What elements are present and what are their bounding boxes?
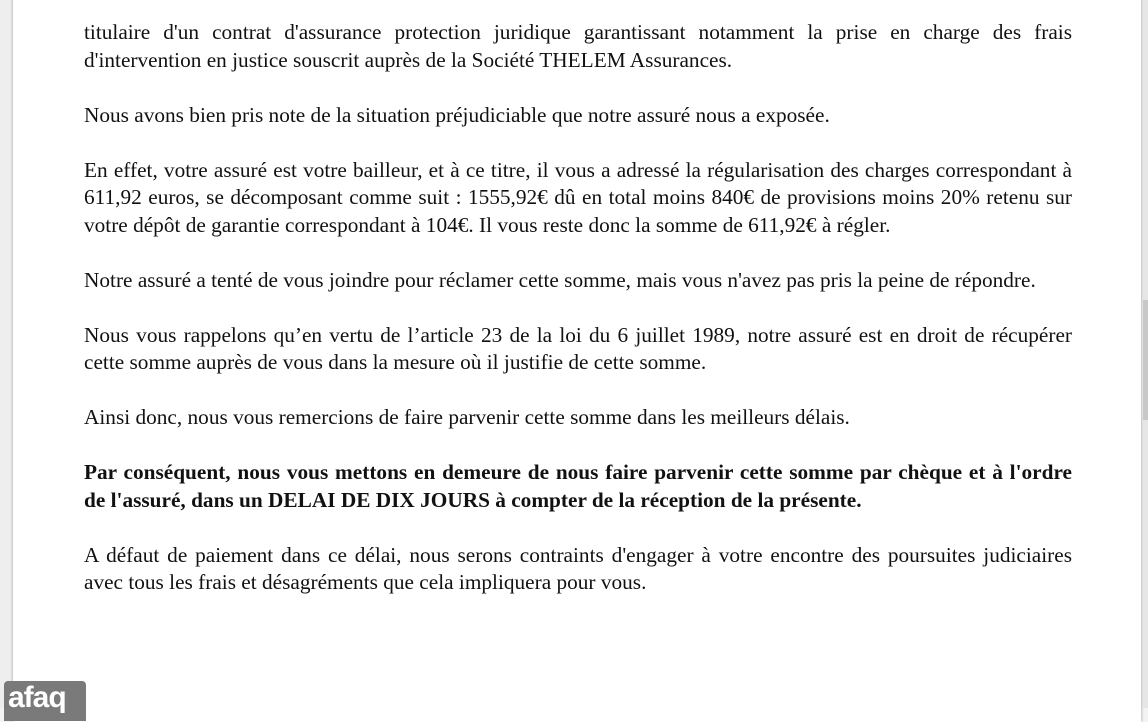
paragraph-insurance-contract: titulaire d'un contrat d'assurance protection juridique garantissant notamment la prise en charge des frais d'intervention en justice souscrit auprès de la Société THELEM Assurances. xyxy=(84,20,1072,72)
scrollbar-thumb[interactable] xyxy=(1143,300,1148,420)
letter-body xyxy=(84,19,1072,624)
paragraph-legal-action-warning: A défaut de paiement dans ce délai, nous serons contraints d'engager à votre encontre des poursuites judiciaires avec tous les frais et désagréments que cela impliquera pour vous. xyxy=(84,542,1072,594)
paragraph-legal-reminder: Nous vous rappelons qu’en vertu de l’article 23 de la loi du 6 juillet 1989, notre assuré est en droit de récupérer cette somme auprès de vous dans la mesure où il justifie de cette somme. xyxy=(84,322,1072,374)
paragraph-situation-noted: Nous avons bien pris note de la situation préjudiciable que notre assuré nous a exposée. xyxy=(84,102,830,127)
afaq-logo: afaq xyxy=(4,681,86,721)
vertical-scrollbar[interactable] xyxy=(1143,0,1148,708)
paragraph-contact-attempt: Notre assuré a tenté de vous joindre pour réclamer cette somme, mais vous n'avez pas pris la peine de répondre. xyxy=(84,267,1036,292)
document-page xyxy=(13,0,1141,722)
paragraph-formal-notice: Par conséquent, nous vous mettons en demeure de nous faire parvenir cette somme par chèque et à l'ordre de l'assuré, dans un DELAI DE DIX JOURS à compter de la réception de la présente. xyxy=(84,460,1072,512)
paragraph-charges-breakdown: En effet, votre assuré est votre bailleur, et à ce titre, il vous a adressé la régularisation des charges correspondant à 611,92 euros, se décomposant comme suit : 1555,92€ dû en total moins 840€ de provisions moins 20% retenu sur votre dépôt de garantie correspondant à 104€. Il vous reste donc la somme de 611,92€ à régler. xyxy=(84,157,1072,237)
paragraph-request-payment: Ainsi donc, nous vous remercions de faire parvenir cette somme dans les meilleurs délais. xyxy=(84,405,850,429)
